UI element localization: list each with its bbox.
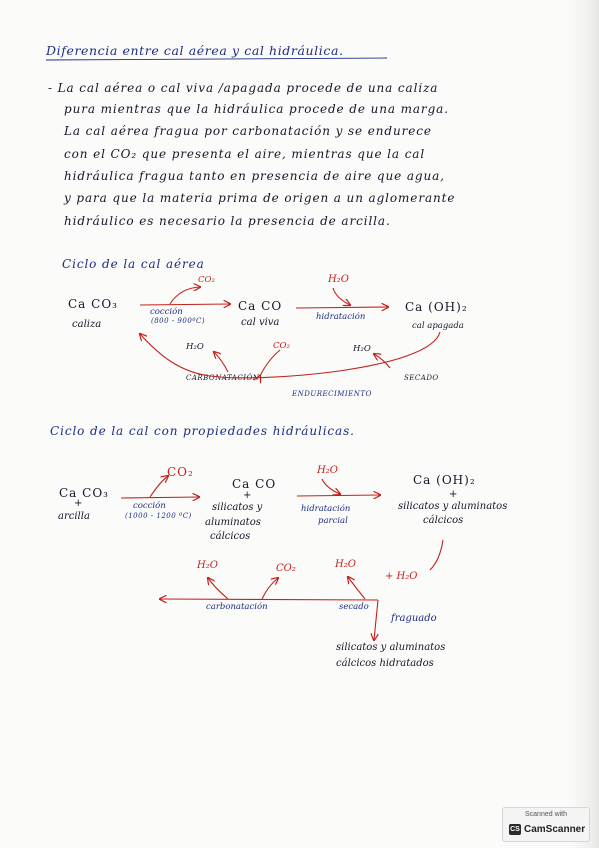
- cycle1-h2o-right: H₂O: [353, 344, 371, 354]
- cycle2-hidratacion: hidratación: [301, 504, 351, 514]
- cycle1-heading: Ciclo de la cal aérea: [62, 257, 205, 271]
- cycle2-arrow-hidratacion: [297, 495, 380, 496]
- paragraph-line-6: y para que la materia prima de origen a un aglomerante: [64, 191, 456, 205]
- paragraph-line-2: pura mientras que la hidráulica procede de una marga.: [64, 102, 449, 116]
- cycle1-arrow-coccion: [140, 304, 230, 305]
- cycle2-h2o-top: H₂O: [317, 465, 338, 476]
- cycle2-caco3: Ca CO₃: [59, 486, 109, 500]
- cycle2-coccion: cocción: [133, 501, 166, 511]
- cycle2-plus-2: +: [243, 490, 252, 501]
- cycle2-arrow-h2o-left: [208, 578, 228, 599]
- cycle1-caliza: caliza: [72, 319, 102, 330]
- cycle2-secado: secado: [339, 602, 369, 612]
- camscanner-badge: [502, 807, 590, 842]
- paragraph-line-1: - La cal aérea o cal viva /apagada procede de una caliza: [48, 81, 439, 95]
- cycle1-h2o-left: H₂O: [186, 342, 204, 352]
- paragraph-line-3: La cal aérea fragua por carbonatación y se endurece: [64, 124, 432, 138]
- cycle2-h2o-right: H₂O: [335, 559, 356, 570]
- cycle2-arrow-return: [160, 599, 378, 600]
- cycle1-endurecimiento: ENDURECIMIENTO: [292, 390, 372, 398]
- cycle1-caoh2: Ca (OH)₂: [405, 300, 468, 314]
- cycle2-carbonatacion: carbonatación: [206, 602, 268, 612]
- cycle1-co2-top: CO₂: [198, 275, 215, 285]
- cycle2-arrow-h2o-right: [348, 577, 365, 599]
- cycle2-co2-top: CO₂: [167, 465, 194, 479]
- camscanner-brand: CamScanner: [524, 824, 586, 835]
- cycle2-co2-mid: CO₂: [276, 563, 296, 574]
- scanned-with-label: Scanned with: [524, 811, 568, 818]
- cycle2-parcial: parcial: [318, 516, 348, 526]
- cycle2-result-line-2: cálcicos hidratados: [336, 658, 434, 669]
- cycle2-calcicos: cálcicos: [210, 531, 251, 542]
- cycle1-arrow-h2o-in: [333, 288, 350, 305]
- cycle1-cal-viva: cal viva: [241, 317, 280, 328]
- cycle1-cal-apagada: cal apagada: [412, 321, 464, 331]
- cycle1-arrow-h2o-right: [374, 354, 390, 368]
- paragraph-line-7: hidráulico es necesario la presencia de arcilla.: [64, 214, 391, 228]
- cycle2-heading: Ciclo de la cal con propiedades hidráulicas.: [50, 424, 355, 438]
- cycle2-calcicos-2: cálcicos: [423, 515, 464, 526]
- paragraph-line-4: con el CO₂ que presenta el aire, mientras que la cal: [64, 147, 426, 161]
- cycle2-arrow-coccion: [121, 497, 199, 498]
- cycle1-coccion-temp: (800 - 900ºC): [151, 317, 206, 325]
- cycle2-cao: Ca CO: [232, 477, 277, 491]
- cycle2-plus-1: +: [74, 498, 83, 509]
- cycle1-co2-mid: CO₂: [273, 341, 290, 351]
- cycle1-coccion: cocción: [150, 307, 183, 317]
- cycle2-fraguado: fraguado: [391, 613, 437, 624]
- cycle2-arrow-co2-release: [150, 476, 168, 497]
- cycle2-plus-3: +: [449, 489, 458, 500]
- cycle1-arrow-return: [140, 332, 440, 378]
- cycle2-h2o-left: H₂O: [197, 560, 218, 571]
- cycle2-arrow-down: [430, 540, 443, 570]
- cycle1-arrow-hidratacion: [296, 307, 388, 308]
- cycle2-silicatos-aluminatos: silicatos y aluminatos: [398, 501, 508, 512]
- cycle1-hidratacion: hidratación: [316, 312, 366, 322]
- cycle2-arrow-h2o-in: [322, 479, 340, 494]
- cycle2-aluminatos: aluminatos: [205, 517, 261, 528]
- cycle1-arrow-co2-mid: [260, 350, 280, 376]
- cycle1-h2o-top: H₂O: [328, 274, 349, 285]
- cycle2-arrow-fraguado: [374, 600, 378, 640]
- cycle2-arrow-co2-mid: [262, 578, 278, 599]
- cycle2-coccion-temp: (1000 - 1200 ºC): [125, 512, 192, 520]
- cycle2-silicatos-y: silicatos y: [212, 502, 263, 513]
- cycle2-caoh2: Ca (OH)₂: [413, 473, 476, 487]
- camscanner-logo-icon: CS: [510, 826, 520, 833]
- cycle2-result-line-1: silicatos y aluminatos: [336, 642, 446, 653]
- cycle1-caco3: Ca CO₃: [68, 297, 118, 311]
- cycle1-arrow-h2o-left: [214, 352, 228, 372]
- cycle1-carbonatacion: CARBONATACIÓN: [186, 374, 260, 382]
- cycle1-secado: SECADO: [404, 374, 439, 382]
- cycle1-cao: Ca CO: [238, 299, 283, 313]
- cycle2-arcilla: arcilla: [58, 511, 90, 522]
- cycle2-plus-h2o: + H₂O: [385, 571, 418, 582]
- paragraph-line-5: hidráulica fragua tanto en presencia de aire que agua,: [64, 169, 445, 183]
- cycle1-arrow-co2-release: [170, 287, 200, 304]
- page-title: Diferencia entre cal aérea y cal hidráulica.: [46, 43, 344, 58]
